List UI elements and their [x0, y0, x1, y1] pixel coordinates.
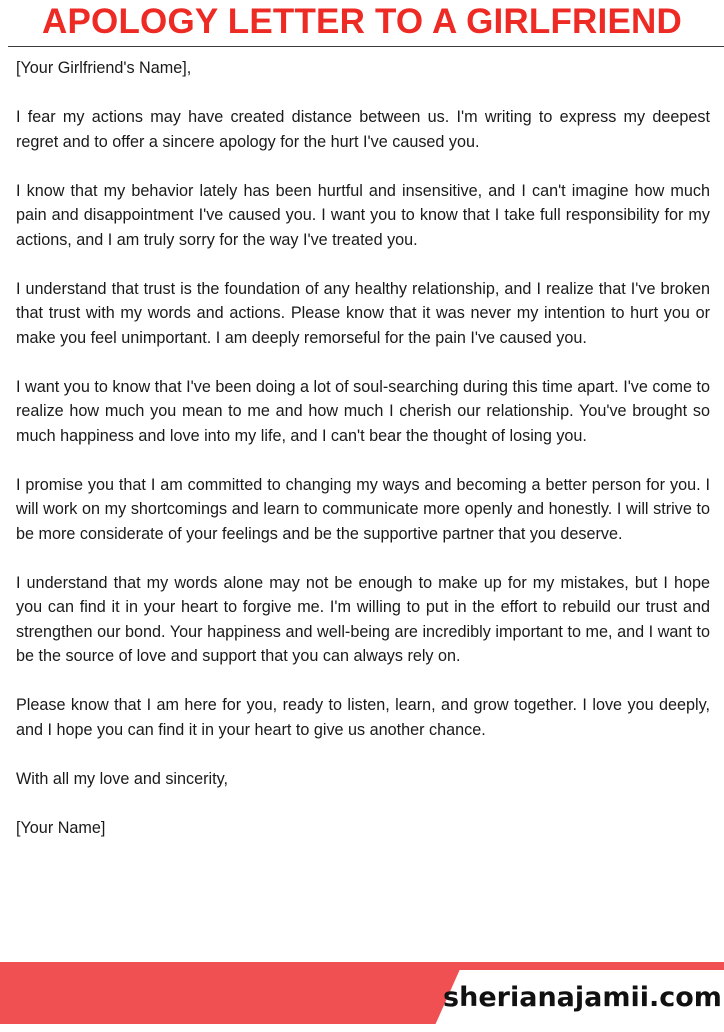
- letter-paragraph-1: I fear my actions may have created distance between us. I'm writing to express my deepest regret and to offer a sincere apology for the hurt I've caused you.: [16, 108, 710, 151]
- letter-body: [16, 56, 710, 865]
- footer-site-url[interactable]: sherianajamii.com: [443, 982, 722, 1013]
- page-title: APOLOGY LETTER TO A GIRLFRIEND: [42, 2, 682, 41]
- letter-closing: With all my love and sincerity,: [16, 769, 229, 788]
- letter-signature: [Your Name]: [16, 818, 106, 837]
- letter-salutation: [Your Girlfriend's Name],: [16, 59, 192, 77]
- letter-paragraph-3: I understand that trust is the foundation of any healthy relationship, and I realize that I've broken that trust with my words and actions. Please know that it was never my intention to hurt you or make you feel unimportant. I am deeply remorseful for the pain I've caused you.: [16, 279, 710, 347]
- letter-paragraph-7: Please know that I am here for you, ready to listen, learn, and grow together. I love you deeply, and I hope you can find it in your heart to give us another chance.: [16, 696, 710, 739]
- title-divider: [8, 46, 724, 47]
- letter-paragraph-6: I understand that my words alone may not be enough to make up for my mistakes, but I hope you can find it in your heart to forgive me. I'm willing to put in the effort to rebuild our trust and strengthen our bond. Your happiness and well-being are incredibly important to me, and I want to be the source of love and support that you can always rely on.: [16, 573, 710, 665]
- letter-paragraph-5: I promise you that I am committed to changing my ways and becoming a better person for you. I will work on my shortcomings and learn to communicate more openly and honestly. I will strive to be more considerate of your feelings and be the supportive partner that you deserve.: [16, 475, 710, 543]
- letter-paragraph-2: I know that my behavior lately has been hurtful and insensitive, and I can't imagine how much pain and disappointment I've caused you. I want you to know that I take full responsibility for my actions, and I am truly sorry for the way I've treated you.: [16, 181, 710, 249]
- letter-paragraph-4: I want you to know that I've been doing a lot of soul-searching during this time apart. I've come to realize how much you mean to me and how much I cherish our relationship. You've brought so much happiness and love into my life, and I can't bear the thought of losing you.: [16, 377, 710, 445]
